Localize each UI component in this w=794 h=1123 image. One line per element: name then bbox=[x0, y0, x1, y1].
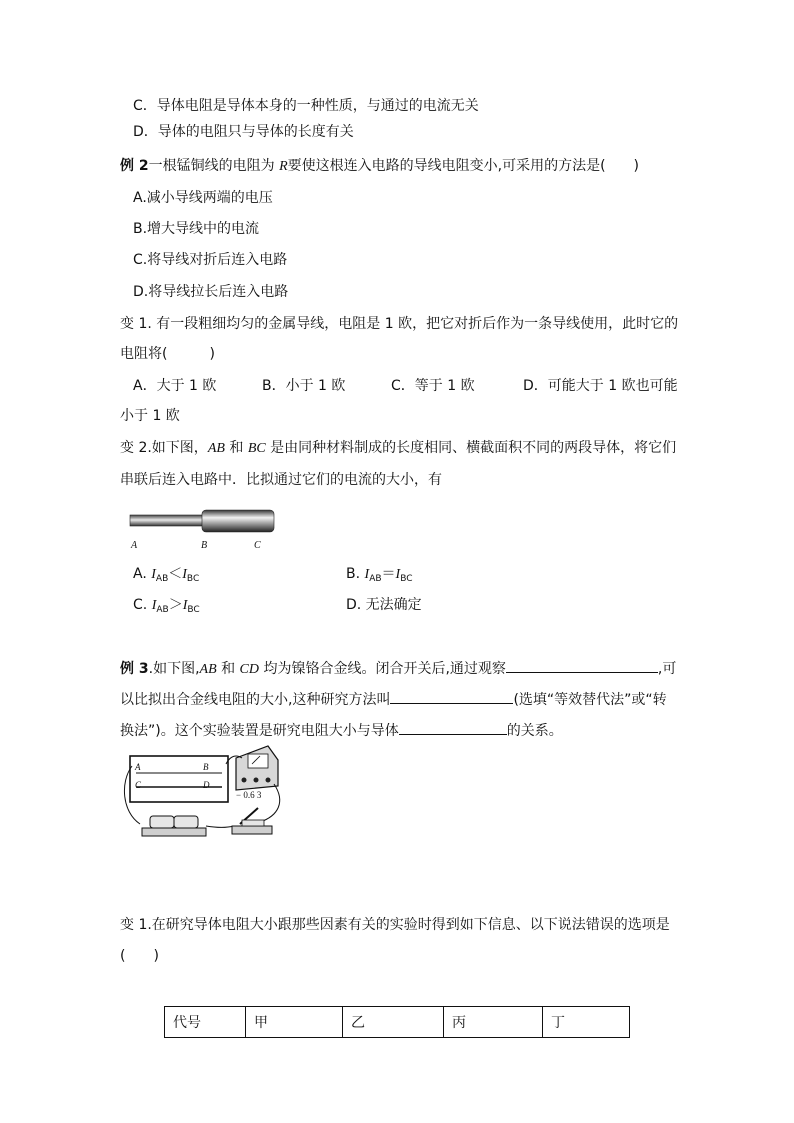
variant-2-option-d: D. 无法确定 bbox=[346, 597, 422, 613]
battery-cell-1 bbox=[150, 816, 174, 828]
wire-board bbox=[130, 756, 228, 802]
conductor-figure bbox=[128, 506, 278, 536]
battery-base bbox=[142, 828, 206, 836]
conductor-ab bbox=[130, 515, 206, 526]
variant-2-option-c: C. $I_{AB}>I_{BC}$ bbox=[133, 597, 200, 615]
info-table bbox=[164, 1006, 630, 1038]
table-cell-bing: 丙 bbox=[444, 1007, 543, 1038]
connecting-wire-right bbox=[260, 784, 280, 822]
answer-blank-2[interactable] bbox=[390, 689, 513, 704]
answer-blank-1[interactable] bbox=[506, 658, 658, 673]
variant-1-option-c: C．等于 1 欧 bbox=[391, 378, 475, 394]
example-2-option-a: A.减小导线两端的电压 bbox=[133, 190, 273, 206]
table-cell-ding: 丁 bbox=[543, 1007, 630, 1038]
example-3-line2: 以比拟出合金线电阻的大小,这种研究方法叫 (选填“等效替代法”或“转 bbox=[120, 689, 667, 710]
variant-2-question-line1: 变 2.如下图，AB 和 BC 是由同种材料制成的长度相同、横截面积不同的两段导体，将它们 bbox=[120, 440, 677, 456]
answer-blank-3[interactable] bbox=[399, 720, 507, 735]
example-3-tag: 例 3 bbox=[120, 661, 149, 677]
conductor-bc bbox=[202, 510, 274, 532]
switch-base bbox=[232, 826, 272, 834]
circuit-label-b: B bbox=[203, 762, 209, 772]
example-2-option-c: C.将导线对折后连入电路 bbox=[133, 252, 288, 268]
variant-1-question-line2: 电阻将( ) bbox=[120, 346, 215, 362]
example-2-option-d: D.将导线拉长后连入电路 bbox=[133, 284, 289, 300]
variant-1-option-a: A．大于 1 欧 bbox=[133, 378, 217, 394]
option-d-text: D．导体的电阻只与导体的长度有关 bbox=[133, 124, 354, 140]
variant-1-question-line1: 变 1. 有一段粗细均匀的金属导线，电阻是 1 欧，把它对折后作为一条导线使用，此时它的 bbox=[120, 316, 679, 332]
circuit-label-c: C bbox=[135, 780, 142, 790]
ammeter-scale-label: − 0.6 3 bbox=[236, 790, 262, 800]
example-2-option-b: B.增大导线中的电流 bbox=[133, 221, 260, 237]
option-c-text: C．导体电阻是导体本身的一种性质，与通过的电流无关 bbox=[133, 98, 479, 114]
table-cell-code: 代号 bbox=[165, 1007, 246, 1038]
table-cell-yi: 乙 bbox=[343, 1007, 444, 1038]
table-cell-jia: 甲 bbox=[246, 1007, 343, 1038]
table-row bbox=[165, 1007, 630, 1038]
circuit-label-d: D bbox=[203, 780, 210, 790]
variant-2-option-b: B. $I_{AB}=I_{BC}$ bbox=[346, 566, 413, 584]
example-3-line3: 换法”)。这个实验装置是研究电阻大小与导体 的关系。 bbox=[120, 720, 563, 741]
variant-2-question-line2: 串联后连入电路中．比拟通过它们的电流的大小，有 bbox=[120, 472, 442, 488]
circuit-figure bbox=[118, 742, 296, 848]
variant-1-option-d: D．可能大于 1 欧也可能 bbox=[523, 378, 678, 394]
example-3-line1: 例 3.如下图,AB 和 CD 均为镍铬合金线。闭合开关后,通过观察 ,可 bbox=[120, 658, 676, 680]
variant-1b-question-line2: ( ) bbox=[120, 948, 159, 964]
variant-2-option-a: A. $I_{AB}<I_{BC}$ bbox=[133, 566, 200, 584]
example-2-tag: 例 2 bbox=[120, 158, 149, 174]
figure-label-c: C bbox=[254, 540, 261, 551]
variant-1b-question-line1: 变 1.在研究导体电阻大小跟那些因素有关的实验时得到如下信息、以下说法错误的选项是 bbox=[120, 917, 670, 933]
ammeter-dial bbox=[248, 754, 268, 768]
variant-1-option-b: B．小于 1 欧 bbox=[262, 378, 346, 394]
variant-1-option-d-cont: 小于 1 欧 bbox=[120, 408, 180, 424]
example-2-question: 例 2一根锰铜线的电阻为 R要使这根连入电路的导线电阻变小,可采用的方法是( ) bbox=[120, 158, 640, 174]
figure-label-b: B bbox=[201, 540, 208, 551]
circuit-label-a: A bbox=[135, 762, 141, 772]
connecting-wire-bottom bbox=[206, 826, 234, 828]
battery-cell-2 bbox=[174, 816, 198, 828]
figure-label-a: A bbox=[131, 540, 138, 551]
